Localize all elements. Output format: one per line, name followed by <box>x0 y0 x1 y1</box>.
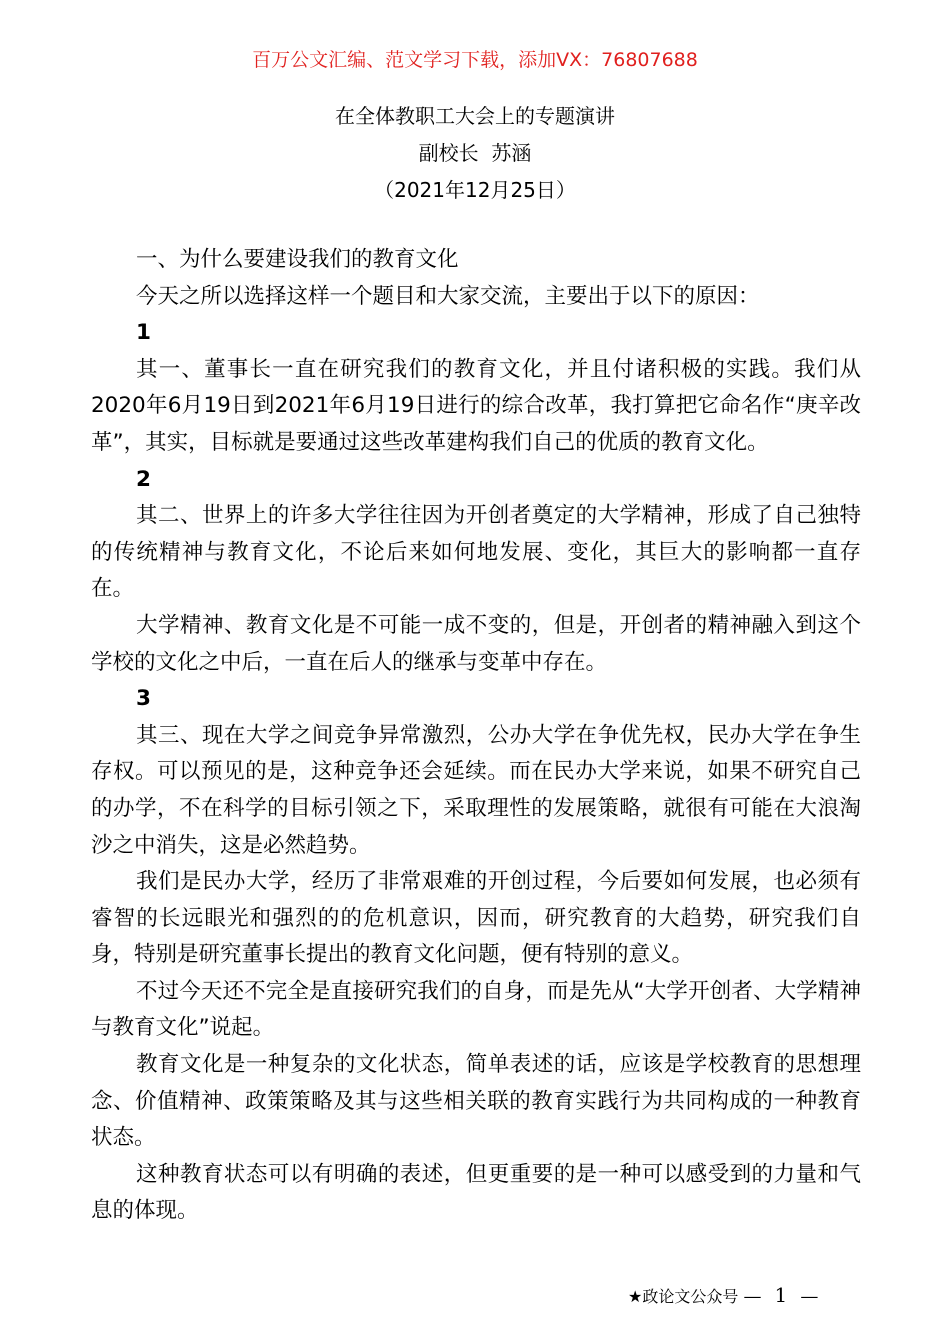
paragraph: 这种教育状态可以有明确的表述，但更重要的是一种可以感受到的力量和气息的体现。 <box>91 1161 861 1224</box>
section-number: 2 <box>136 466 151 492</box>
paragraph: 教育文化是一种复杂的文化状态，简单表述的话，应该是学校教育的思想理念、价值精神、政策策略及其与这些相关联的教育实践行为共同构成的一种教育状态。 <box>91 1052 861 1151</box>
header-banner: 百万公文汇编、范文学习下载，添加VX：76807688 <box>252 49 698 71</box>
paragraph: 今天之所以选择这样一个题目和大家交流，主要出于以下的原因： <box>136 283 760 309</box>
speech-title: 在全体教职工大会上的专题演讲 <box>335 104 615 128</box>
section-number: 1 <box>136 320 151 346</box>
section-number: 3 <box>136 686 151 712</box>
speech-date: （2021年12月25日） <box>374 178 576 202</box>
paragraph: 其二、世界上的许多大学往往因为开创者奠定的大学精神，形成了自己独特的传统精神与教育文化，不论后来如何地发展、变化，其巨大的影响都一直存在。 <box>91 503 861 602</box>
page-footer <box>628 1281 818 1311</box>
page-number: 1 <box>774 1283 788 1307</box>
body-text <box>91 242 861 1230</box>
footer-dash-right: — <box>800 1286 819 1307</box>
paragraph: 我们是民办大学，经历了非常艰难的开创过程，今后要如何发展，也必须有睿智的长远眼光和强烈的的危机意识，因而，研究教育的大趋势，研究我们自身，特别是研究董事长提出的教育文化问题，便有特别的意义。 <box>91 869 861 968</box>
title-block <box>0 98 950 209</box>
paragraph: 不过今天还不完全是直接研究我们的自身，而是先从“大学开创者、大学精神与教育文化”说起。 <box>91 978 861 1041</box>
footer-dash-left: — <box>743 1286 762 1307</box>
paragraph: 其三、现在大学之间竞争异常激烈，公办大学在争优先权，民办大学在争生存权。可以预见的是，这种竞争还会延续。而在民办大学来说，如果不研究自己的办学，不在科学的目标引领之下，采取理性的发展策略，就很有可能在大浪淘沙之中消失，这是必然趋势。 <box>91 722 861 858</box>
speech-author: 副校长 苏涵 <box>418 141 532 165</box>
paragraph: 其一、董事长一直在研究我们的教育文化，并且付诸积极的实践。我们从2020年6月19日到2021年6月19日进行的综合改革，我打算把它命名作“庚辛改革”，其实，目标就是要通过这些改革建构我们自己的优质的教育文化。 <box>91 356 861 455</box>
footer-source: ★政论文公众号 <box>628 1287 739 1306</box>
paragraph: 大学精神、教育文化是不可能一成不变的，但是，开创者的精神融入到这个学校的文化之中后，一直在后人的继承与变革中存在。 <box>91 612 861 675</box>
section-heading: 一、为什么要建设我们的教育文化 <box>136 247 459 272</box>
